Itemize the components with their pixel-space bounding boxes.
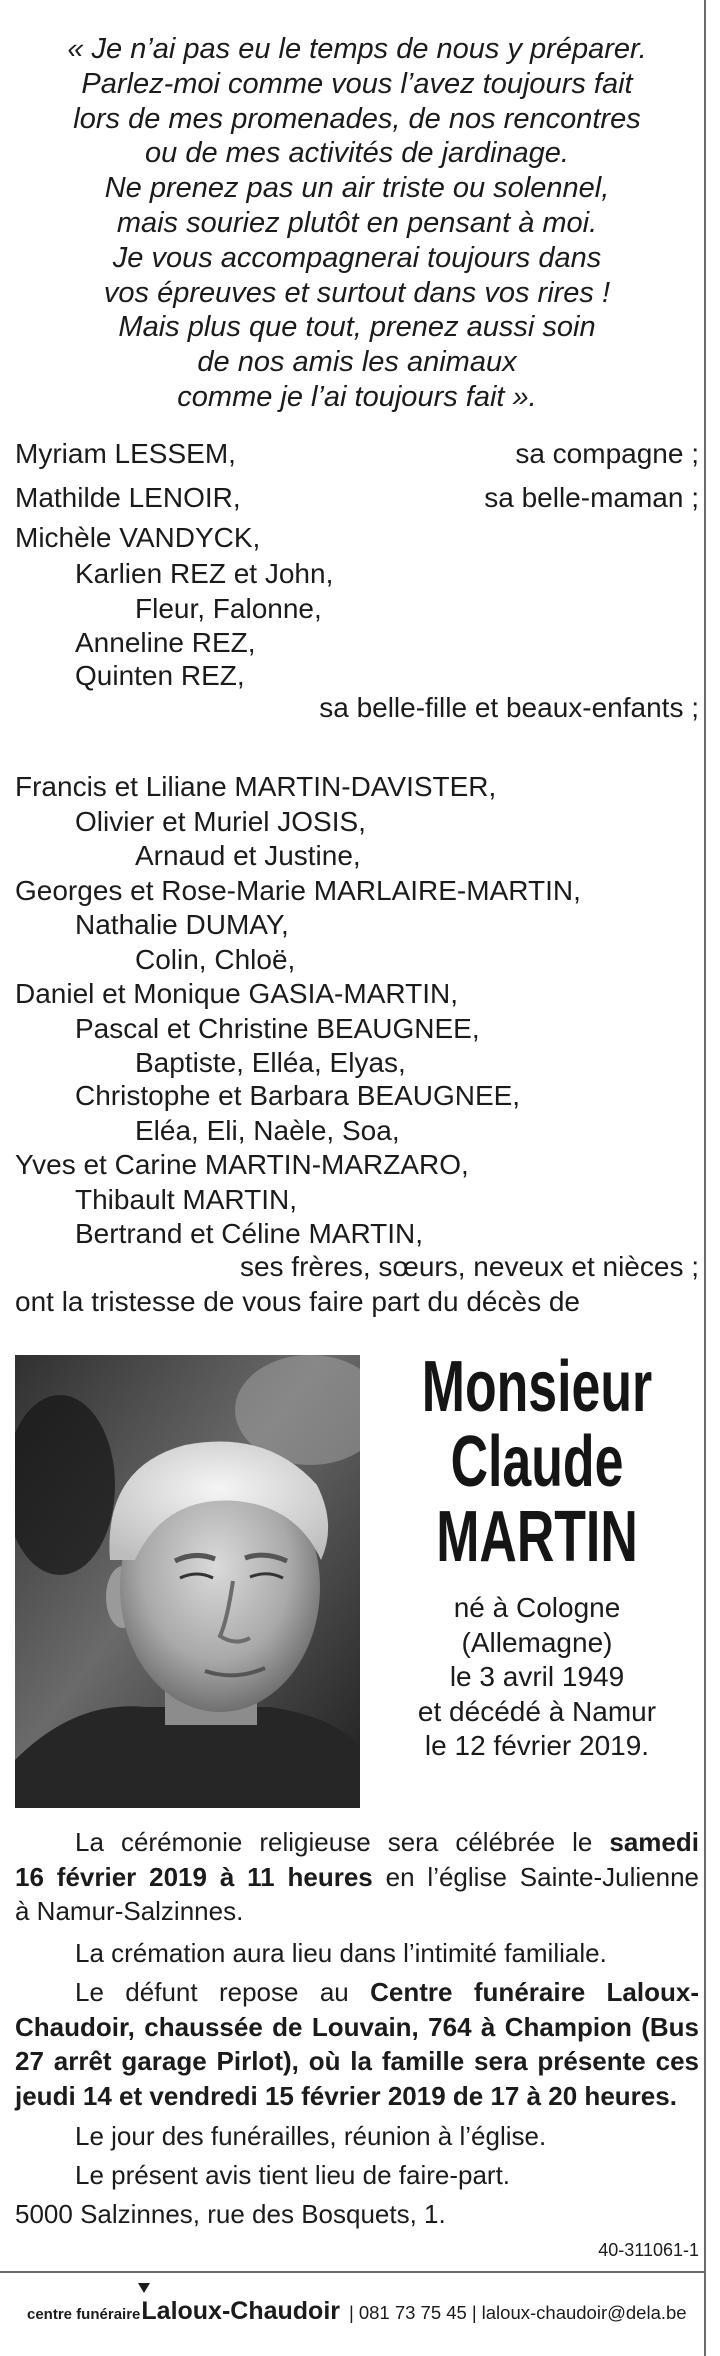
deceased-first-name: Claude bbox=[450, 1422, 624, 1502]
detail-line: né à Cologne bbox=[453, 1592, 621, 1623]
family-member-line: Colin, Chloë, bbox=[135, 944, 296, 975]
deceased-last-name: MARTIN bbox=[436, 1497, 638, 1577]
ceremony-line bbox=[15, 1860, 699, 1894]
poem-line: ou de mes activités de jardinage. bbox=[145, 137, 569, 170]
family-member-line: Karlien REZ et John, bbox=[75, 558, 334, 589]
announcement-text: ont la tristesse de vous faire part du décès de bbox=[15, 1286, 580, 1317]
deceased-name bbox=[375, 1347, 699, 1577]
portrait-photo bbox=[15, 1355, 360, 1808]
repose-line bbox=[15, 2010, 699, 2044]
family-member-line: Christophe et Barbara BEAUGNEE, bbox=[75, 1080, 521, 1111]
family-member-line: Baptiste, Elléa, Elyas, bbox=[135, 1047, 406, 1078]
ceremony-text: en l’église Sainte-Julienne bbox=[372, 1861, 699, 1892]
family-member-line: Anneline REZ, bbox=[75, 627, 256, 658]
poem-line: Ne prenez pas un air triste ou solennel, bbox=[104, 172, 610, 205]
footer-brand: Laloux-Chaudoir bbox=[141, 2297, 340, 2325]
family-member-line: Thibault MARTIN, bbox=[75, 1184, 297, 1215]
poem-line: lors de mes promenades, de nos rencontres bbox=[73, 102, 641, 135]
gathering-text: Le jour des funérailles, réunion à l’église. bbox=[75, 2121, 547, 2151]
family-relation: sa compagne ; bbox=[515, 438, 699, 469]
footer-separator: | bbox=[349, 2302, 354, 2323]
repose-hours: jeudi 14 et vendredi 15 février 2019 de 17 à 20 heures. bbox=[15, 2080, 677, 2111]
family-member-name: Myriam LESSEM, bbox=[15, 438, 236, 469]
poem-line: Je vous accompagnerai toujours dans bbox=[112, 241, 602, 274]
notice-note: Le présent avis tient lieu de faire-part. bbox=[75, 2160, 511, 2190]
footer-phone: 081 73 75 45 bbox=[358, 2302, 467, 2323]
family-member-line: Fleur, Falonne, bbox=[135, 593, 322, 624]
poem-line: Parlez-moi comme vous l’avez toujours fait bbox=[81, 67, 633, 100]
ceremony-line bbox=[15, 1825, 699, 1859]
detail-line: (Allemagne) bbox=[461, 1626, 613, 1658]
family-relation: ses frères, sœurs, neveux et nièces ; bbox=[239, 1251, 699, 1282]
family-member-line: Pascal et Christine BEAUGNEE, bbox=[75, 1013, 480, 1044]
family-member-line: Olivier et Muriel JOSIS, bbox=[75, 806, 366, 837]
footer bbox=[27, 2292, 687, 2330]
detail-line: et décédé à Namur bbox=[417, 1695, 657, 1727]
cremation-text: La crémation aura lieu dans l’intimité familiale. bbox=[75, 1938, 607, 1968]
repose-location: 27 arrêt garage Pirlot), où la famille sera présente ces bbox=[15, 2046, 699, 2076]
poem-line: vos épreuves et surtout dans vos rires ! bbox=[103, 276, 611, 309]
family-member-line: Georges et Rose-Marie MARLAIRE-MARTIN, bbox=[15, 875, 581, 906]
family-relation: sa belle-maman ; bbox=[484, 482, 699, 513]
frame-right-border bbox=[704, 0, 706, 2356]
family-member-line: Nathalie DUMAY, bbox=[75, 909, 289, 940]
family-member-line: Michèle VANDYCK, bbox=[15, 522, 261, 553]
family-member-name: Mathilde LENOIR, bbox=[15, 482, 241, 513]
ceremony-text: La cérémonie religieuse sera célébrée le bbox=[75, 1827, 610, 1857]
family-member-line: Bertrand et Céline MARTIN, bbox=[75, 1218, 424, 1249]
ceremony-date: 16 février 2019 à 11 heures bbox=[15, 1861, 373, 1892]
family-relation: sa belle-fille et beaux-enfants ; bbox=[319, 692, 699, 723]
poem-line: « Je n’ai pas eu le temps de nous y préparer. bbox=[67, 33, 647, 65]
repose-location: Centre funéraire Laloux- bbox=[370, 1977, 699, 2007]
repose-line bbox=[15, 2044, 699, 2078]
poem-line: comme je l’ai toujours fait ». bbox=[177, 380, 537, 413]
footer-email: laloux-chaudoir@dela.be bbox=[481, 2302, 687, 2323]
family-member-line: Yves et Carine MARTIN-MARZARO, bbox=[15, 1149, 469, 1180]
poem-line: de nos amis les animaux bbox=[197, 346, 517, 379]
footer-separator: | bbox=[471, 2302, 477, 2323]
footer-prefix: centre funéraire bbox=[27, 2306, 141, 2323]
family-member-line: Daniel et Monique GASIA-MARTIN, bbox=[15, 978, 458, 1009]
poem-line: mais souriez plutôt en pensant à moi. bbox=[116, 206, 598, 239]
address: 5000 Salzinnes, rue des Bosquets, 1. bbox=[15, 2199, 446, 2229]
family-member-line: Francis et Liliane MARTIN-DAVISTER, bbox=[15, 771, 497, 802]
detail-line: le 3 avril 1949 bbox=[449, 1661, 625, 1692]
poem-line: Mais plus que tout, prenez aussi soin bbox=[118, 311, 596, 344]
ceremony-date: samedi bbox=[609, 1827, 699, 1857]
family-row bbox=[15, 481, 699, 515]
repose-line bbox=[15, 2079, 699, 2113]
deceased-details bbox=[375, 1591, 699, 1764]
family-member-line: Arnaud et Justine, bbox=[135, 840, 361, 871]
repose-location: Chaudoir, chaussée de Louvain, 764 à Champion (Bus bbox=[15, 2011, 699, 2042]
reference-number: 40-311061-1 bbox=[598, 2240, 699, 2260]
family-member-line: Eléa, Eli, Naèle, Soa, bbox=[135, 1115, 400, 1146]
repose-line bbox=[15, 1975, 699, 2009]
poem bbox=[15, 32, 699, 415]
family-row bbox=[15, 437, 699, 471]
repose-text: Le défunt repose au bbox=[75, 1977, 371, 2007]
frame-bottom-border bbox=[0, 2271, 706, 2273]
family-member-line: Quinten REZ, bbox=[75, 660, 245, 691]
deceased-title: Monsieur bbox=[421, 1347, 653, 1427]
ceremony-line: à Namur-Salzinnes. bbox=[15, 1896, 244, 1926]
detail-line: le 12 février 2019. bbox=[424, 1730, 650, 1761]
